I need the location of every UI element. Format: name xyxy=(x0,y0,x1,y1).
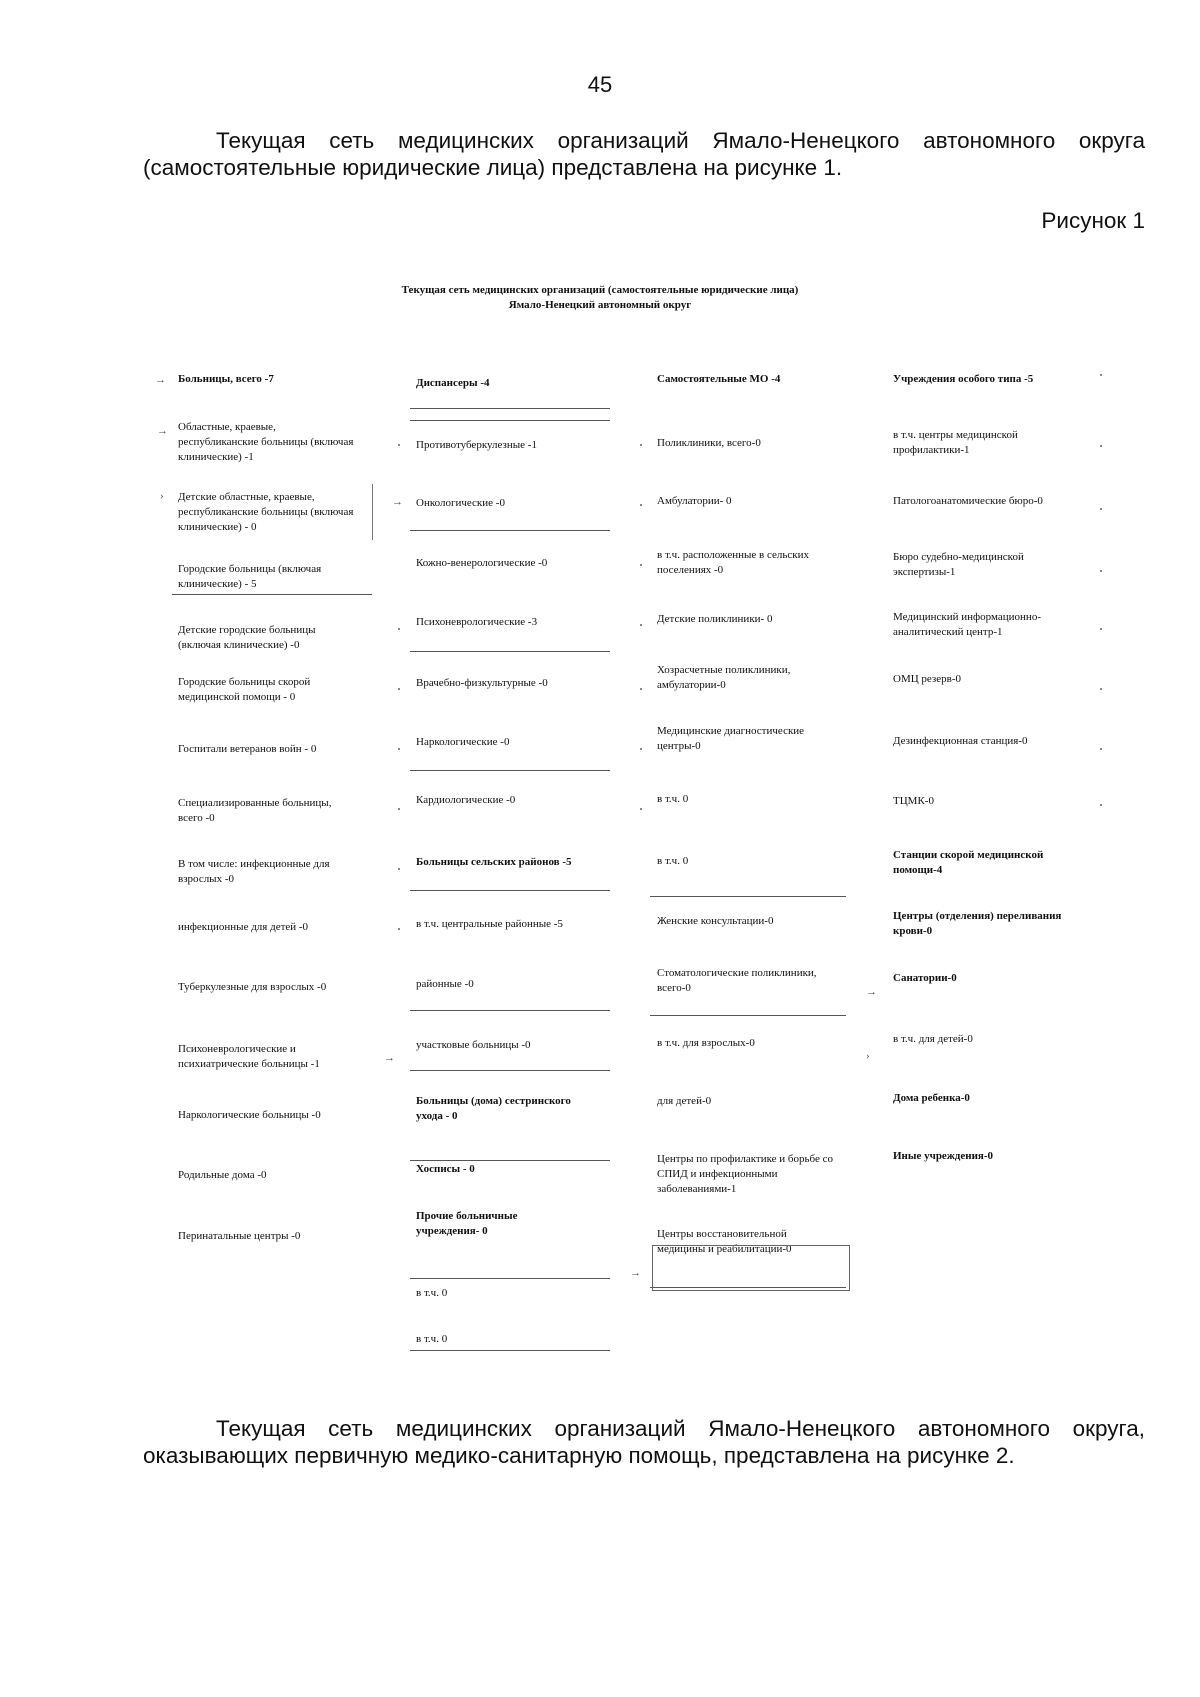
independent-mo-item: Хозрасчетные поликлиники, амбулатории-0 xyxy=(657,664,791,691)
dispensary-item: Больницы сельских районов -5 xyxy=(416,856,572,868)
bullet-dot xyxy=(398,688,400,690)
special-institution-item: в т.ч. для детей-0 xyxy=(893,1033,973,1045)
hospital-item: Туберкулезные для взрослых -0 xyxy=(178,981,327,993)
bullet-dot xyxy=(398,444,400,446)
hospital-item: Госпитали ветеранов войн - 0 xyxy=(178,743,317,755)
bullet-dot xyxy=(1100,445,1102,447)
arrow-icon: → xyxy=(866,986,877,998)
hospital-item: Перинатальные центры -0 xyxy=(178,1230,301,1242)
arrow-icon: › xyxy=(160,490,164,502)
bullet-dot xyxy=(1100,688,1102,690)
bullet-dot xyxy=(640,748,642,750)
bullet-dot xyxy=(1100,508,1102,510)
bullet-dot xyxy=(640,808,642,810)
independent-mo-item: Медицинские диагностические центры-0 xyxy=(657,725,805,752)
bullet-dot xyxy=(1100,748,1102,750)
divider xyxy=(410,651,610,652)
dispensary-item: Прочие больничные учреждения- 0 xyxy=(416,1210,518,1237)
divider xyxy=(650,1015,846,1016)
independent-mo-item: в т.ч. расположенные в сельских поселениях -0 xyxy=(657,549,810,576)
dispensary-item: участковые больницы -0 xyxy=(416,1039,531,1051)
independent-mo-item: Детские поликлиники- 0 xyxy=(657,613,773,625)
paragraph-followup: Текущая сеть медицинских организаций Ямало-Ненецкого автономного округа, оказывающих первичную медико-санитарную помощь, представлена на рисунке 2. xyxy=(143,1416,1145,1468)
bullet-dot xyxy=(1100,628,1102,630)
special-institution-item: Медицинский информационно-аналитический центр-1 xyxy=(893,611,1041,638)
dispensary-item: в т.ч. центральные районные -5 xyxy=(416,918,563,930)
arrow-icon: → xyxy=(384,1052,395,1064)
hospital-item: Детские областные, краевые, республиканские больницы (включая клинические) - 0 xyxy=(178,491,354,533)
independent-mo-item: Центры по профилактике и борьбе со СПИД и инфекционными заболеваниями-1 xyxy=(657,1153,834,1195)
bullet-dot xyxy=(640,504,642,506)
hospital-item: Городские больницы скорой медицинской помощи - 0 xyxy=(178,676,311,703)
divider xyxy=(650,896,846,897)
independent-mo-item: в т.ч. 0 xyxy=(657,793,689,805)
divider xyxy=(410,1010,610,1011)
bullet-dot xyxy=(398,628,400,630)
column-header-hospitals: Больницы, всего -7 xyxy=(178,373,274,385)
arrow-icon: → xyxy=(630,1267,641,1279)
independent-mo-item: Центры восстановительной медицины и реабилитации-0 xyxy=(657,1228,792,1255)
divider xyxy=(410,1278,610,1279)
special-institution-item: ТЦМК-0 xyxy=(893,795,934,807)
special-institution-item: в т.ч. центры медицинской профилактики-1 xyxy=(893,429,1018,456)
special-institution-item: Иные учреждения-0 xyxy=(893,1150,994,1162)
hospital-item: Детские городские больницы (включая клинические) -0 xyxy=(178,624,316,651)
column-header-dispensaries: Диспансеры -4 xyxy=(416,377,490,389)
special-institution-item: Дезинфекционная станция-0 xyxy=(893,735,1028,747)
special-institution-item: Санатории-0 xyxy=(893,972,957,984)
dispensary-item: Онкологические -0 xyxy=(416,497,505,509)
hospital-item: инфекционные для детей -0 xyxy=(178,921,309,933)
dispensary-item: Противотуберкулезные -1 xyxy=(416,439,537,451)
independent-mo-item: в т.ч. для взрослых-0 xyxy=(657,1037,755,1049)
independent-mo-item: Женские консультации-0 xyxy=(657,915,774,927)
special-institution-item: Бюро судебно-медицинской экспертизы-1 xyxy=(893,551,1024,578)
hospital-item: В том числе: инфекционные для взрослых -0 xyxy=(178,858,330,885)
dispensary-item: Кожно-венерологические -0 xyxy=(416,557,548,569)
arrow-icon: → xyxy=(155,374,166,386)
figure-title-line-2: Ямало-Ненецкий автономный округ xyxy=(508,299,692,311)
special-institution-item: ОМЦ резерв-0 xyxy=(893,673,962,685)
bullet-dot xyxy=(398,748,400,750)
independent-mo-item: Поликлиники, всего-0 xyxy=(657,437,761,449)
divider xyxy=(410,770,610,771)
connector-line xyxy=(372,484,373,540)
arrow-icon: › xyxy=(866,1050,870,1062)
dispensary-item: районные -0 xyxy=(416,978,474,990)
hospital-item: Специализированные больницы, всего -0 xyxy=(178,797,332,824)
bullet-dot xyxy=(398,868,400,870)
arrow-icon: → xyxy=(157,425,168,437)
divider xyxy=(410,1350,610,1351)
figure-title xyxy=(0,283,1200,313)
column-header-independent-mo: Самостоятельные МО -4 xyxy=(657,373,781,385)
independent-mo-item: Стоматологические поликлиники, всего-0 xyxy=(657,967,817,994)
hospital-item: Родильные дома -0 xyxy=(178,1169,267,1181)
dispensary-item: Больницы (дома) сестринского ухода - 0 xyxy=(416,1095,571,1122)
bullet-dot xyxy=(640,688,642,690)
hospital-item: Психоневрологические и психиатрические больницы -1 xyxy=(178,1043,320,1070)
column-header-special-institutions: Учреждения особого типа -5 xyxy=(893,373,1034,385)
figure-label: Рисунок 1 xyxy=(1041,208,1145,233)
independent-mo-item: для детей-0 xyxy=(657,1095,712,1107)
hospital-item: Областные, краевые, республиканские больницы (включая клинические) -1 xyxy=(178,421,354,463)
special-institution-item: Станции скорой медицинской помощи-4 xyxy=(893,849,1044,876)
special-institution-item: Центры (отделения) переливания крови-0 xyxy=(893,910,1062,937)
dispensary-item: Врачебно-физкультурные -0 xyxy=(416,677,548,689)
special-institution-item: Патологоанатомические бюро-0 xyxy=(893,495,1043,507)
divider xyxy=(410,1070,610,1071)
independent-mo-item: в т.ч. 0 xyxy=(657,855,689,867)
bullet-dot xyxy=(398,808,400,810)
dispensary-item: Хосписы - 0 xyxy=(416,1163,475,1175)
bullet-dot xyxy=(640,624,642,626)
arrow-icon: → xyxy=(392,496,403,508)
dispensary-item: в т.ч. 0 xyxy=(416,1333,448,1345)
bullet-dot xyxy=(1100,374,1102,376)
frame xyxy=(652,1245,850,1291)
divider xyxy=(172,594,372,595)
special-institution-item: Дома ребенка-0 xyxy=(893,1092,970,1104)
bullet-dot xyxy=(1100,570,1102,572)
bullet-dot xyxy=(1100,804,1102,806)
divider xyxy=(410,890,610,891)
hospital-item: Городские больницы (включая клинические) - 5 xyxy=(178,563,322,590)
paragraph-intro: Текущая сеть медицинских организаций Ямало-Ненецкого автономного округа (самостоятельные юридические лица) представлена на рисунке 1. xyxy=(143,128,1145,180)
independent-mo-item: Амбулатории- 0 xyxy=(657,495,732,507)
divider xyxy=(410,408,610,409)
bullet-dot xyxy=(640,564,642,566)
figure-title-line-1: Текущая сеть медицинских организаций (самостоятельные юридические лица) xyxy=(401,284,799,296)
dispensary-item: Наркологические -0 xyxy=(416,736,510,748)
bullet-dot xyxy=(640,444,642,446)
page-number: 45 xyxy=(587,72,613,97)
dispensary-item: в т.ч. 0 xyxy=(416,1287,448,1299)
divider xyxy=(410,530,610,531)
dispensary-item: Психоневрологические -3 xyxy=(416,616,538,628)
bullet-dot xyxy=(398,928,400,930)
divider xyxy=(410,1160,610,1161)
divider xyxy=(410,420,610,421)
hospital-item: Наркологические больницы -0 xyxy=(178,1109,321,1121)
dispensary-item: Кардиологические -0 xyxy=(416,794,516,806)
